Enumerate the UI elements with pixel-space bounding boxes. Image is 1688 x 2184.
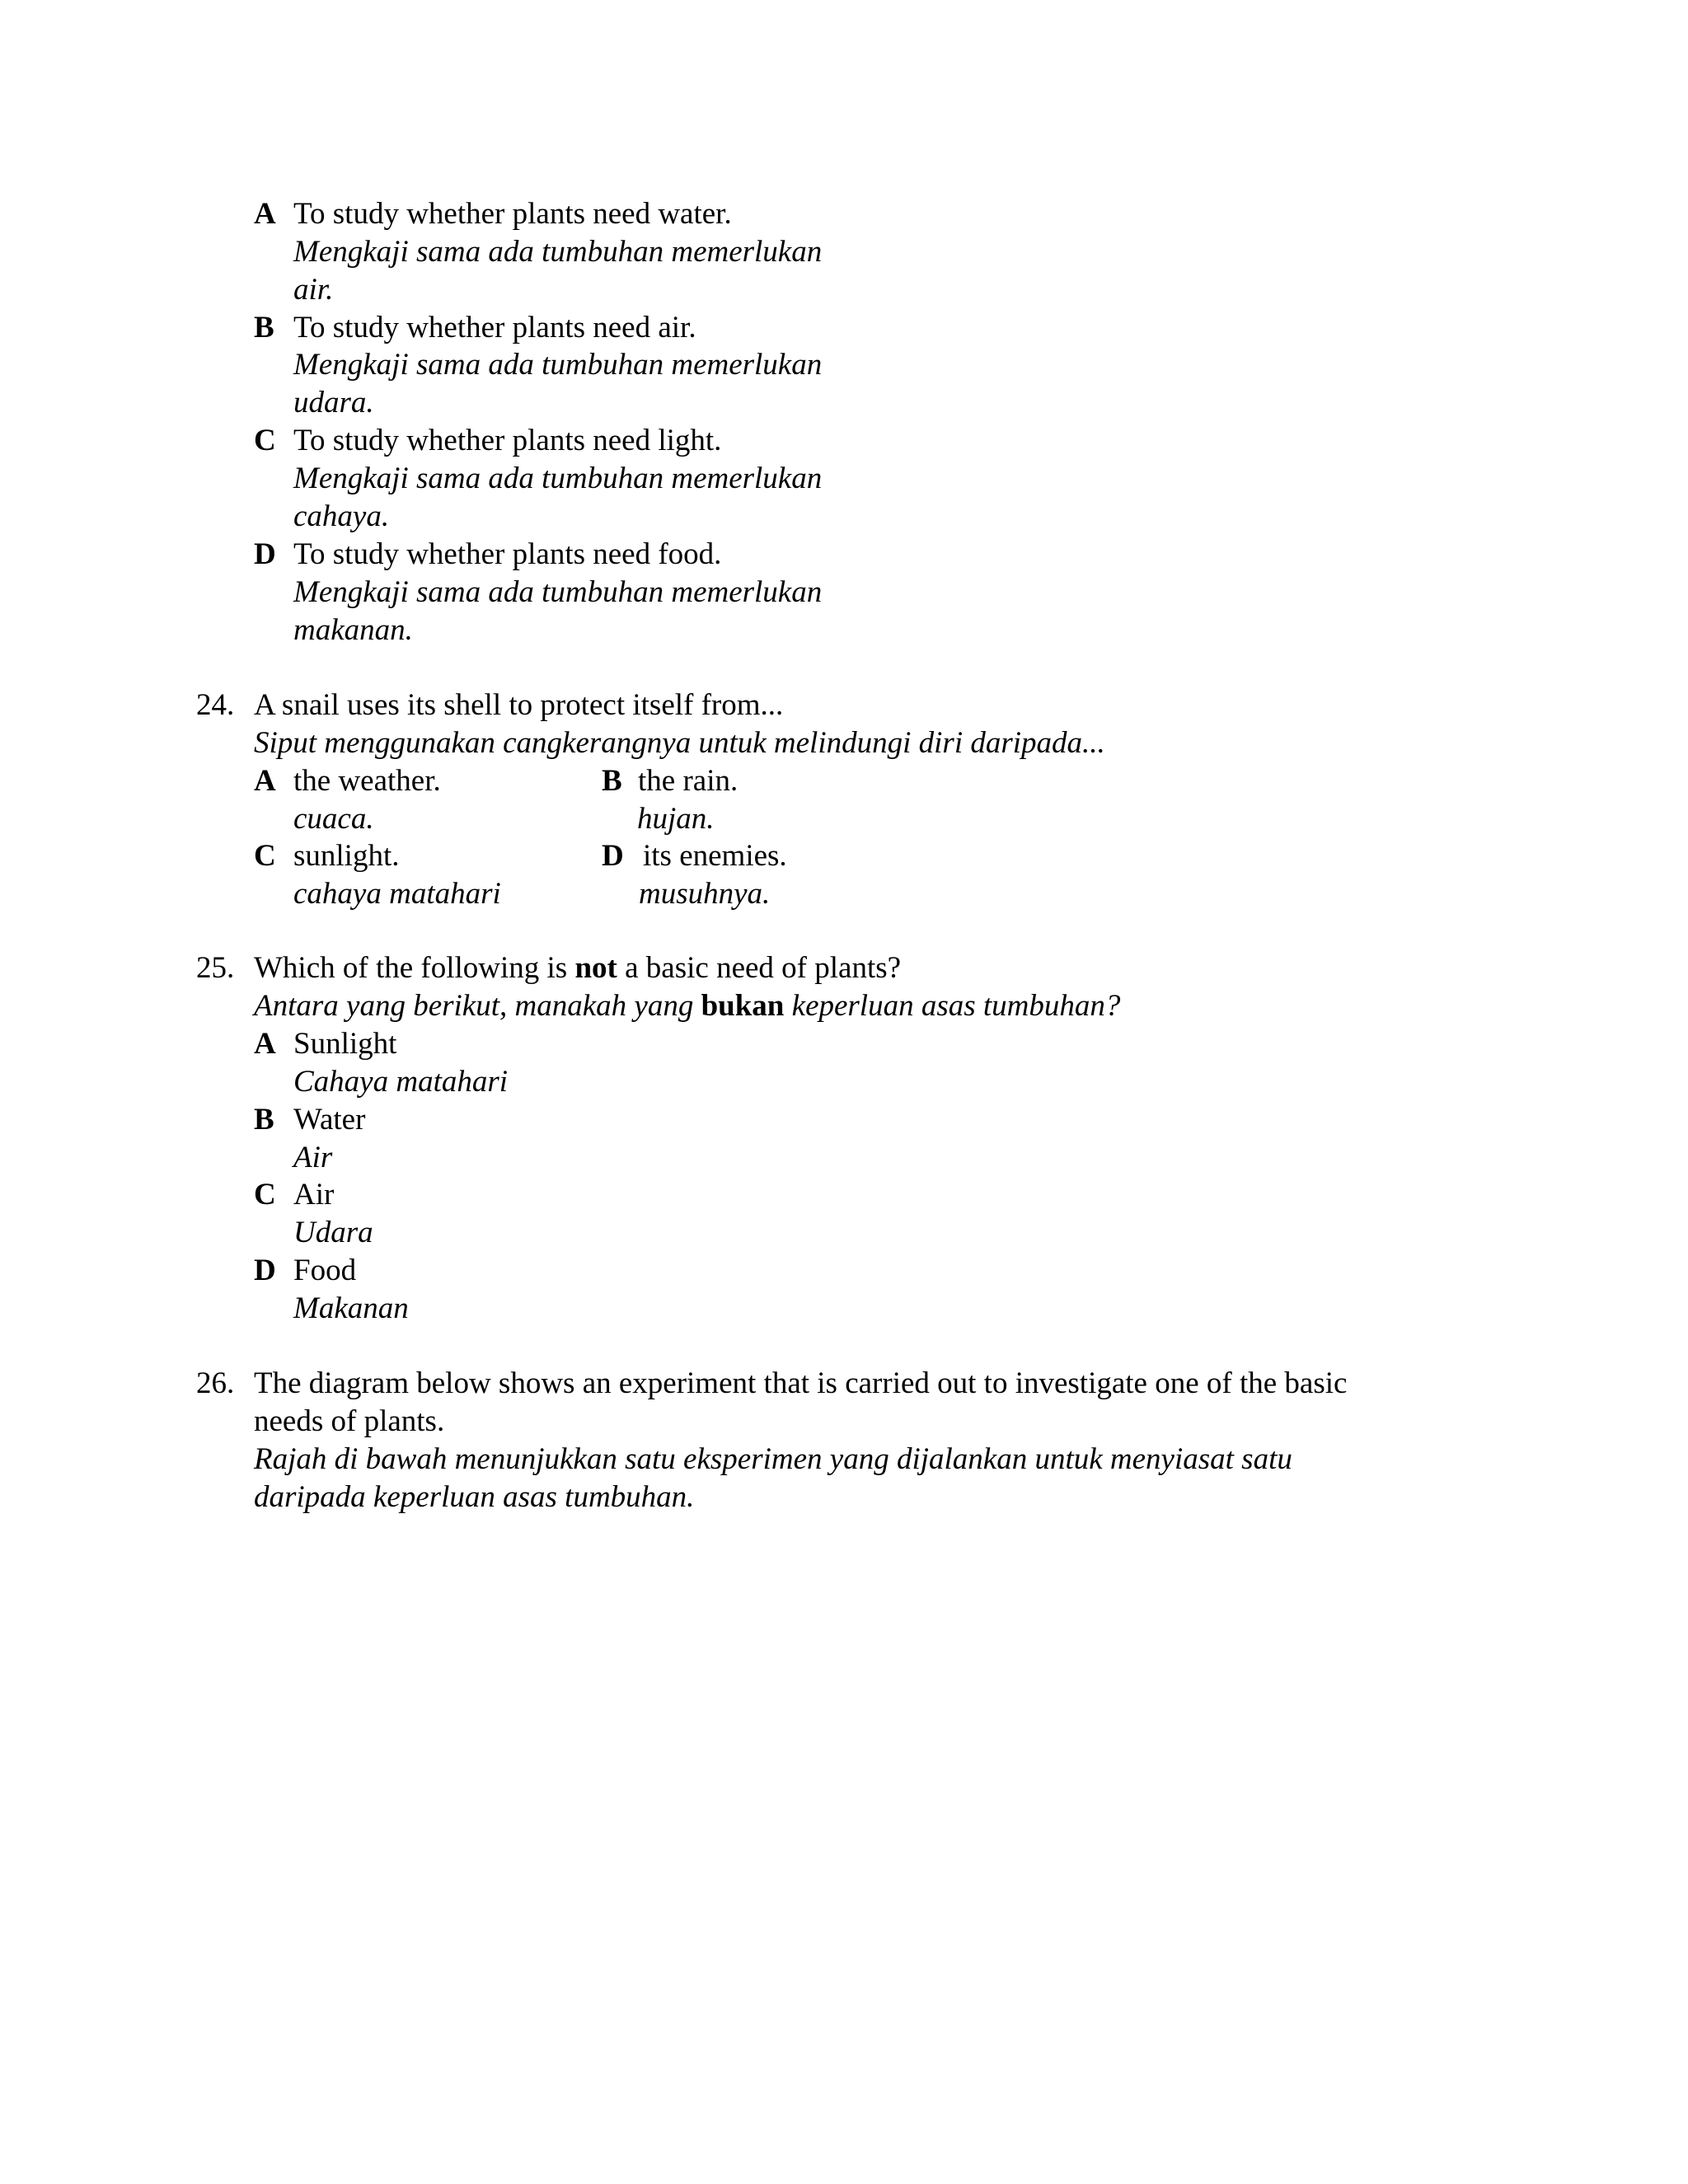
q23-option-a-ms-line1: Mengkaji sama ada tumbuhan memerlukan bbox=[293, 235, 823, 269]
q25-option-a-ms: Cahaya matahari bbox=[293, 1065, 509, 1099]
q26-number: 26. bbox=[196, 1366, 235, 1400]
option-text-en: To study whether plants need food. bbox=[293, 537, 722, 571]
q24-question-en: A snail uses its shell to protect itself from... bbox=[254, 688, 784, 722]
q25-number: 25. bbox=[196, 951, 235, 985]
q23-option-c-ms-line1: Mengkaji sama ada tumbuhan memerlukan bbox=[293, 462, 823, 495]
option-letter: C bbox=[254, 839, 276, 873]
q25-question-en-pre: Which of the following is bbox=[254, 951, 575, 985]
q25-question-ms-bold: bukan bbox=[701, 989, 785, 1023]
q26-text-en-line2: needs of plants. bbox=[254, 1404, 445, 1438]
option-text-en: Food bbox=[293, 1254, 357, 1287]
option-text-en: sunlight. bbox=[293, 839, 400, 873]
q24-number: 24. bbox=[196, 688, 235, 722]
option-text-en: the rain. bbox=[638, 764, 738, 798]
q25-option-a bbox=[254, 1026, 396, 1062]
option-letter: D bbox=[254, 1254, 276, 1287]
q25-option-b-ms: Air bbox=[293, 1141, 333, 1174]
option-letter: D bbox=[254, 537, 276, 571]
q23-option-b-ms-line2: udara. bbox=[293, 386, 374, 419]
option-letter: D bbox=[602, 839, 624, 873]
option-letter: C bbox=[254, 424, 276, 457]
option-text-en: To study whether plants need light. bbox=[293, 424, 722, 457]
option-text-en: Water bbox=[293, 1103, 366, 1137]
q24-option-a bbox=[254, 763, 441, 799]
q24-option-d bbox=[602, 838, 787, 874]
q25-option-c-ms: Udara bbox=[293, 1216, 373, 1249]
option-text-en: its enemies. bbox=[643, 839, 787, 873]
q26-text-ms-line1: Rajah di bawah menunjukkan satu eksperimen yang dijalankan untuk menyiasat satu bbox=[254, 1442, 1292, 1476]
q24-option-b-ms: hujan. bbox=[637, 802, 715, 836]
option-text-en: the weather. bbox=[293, 764, 441, 798]
option-letter: A bbox=[254, 1027, 276, 1061]
option-text-en: Air bbox=[293, 1178, 335, 1212]
q25-question-en-post: a basic need of plants? bbox=[617, 951, 902, 985]
q24-option-c-ms: cahaya matahari bbox=[293, 877, 501, 911]
q25-option-b bbox=[254, 1102, 365, 1138]
option-letter: A bbox=[254, 197, 276, 231]
q26-text-en-line1: The diagram below shows an experiment that is carried out to investigate one of the basic bbox=[254, 1366, 1348, 1400]
q23-option-b-ms-line1: Mengkaji sama ada tumbuhan memerlukan bbox=[293, 348, 823, 382]
q25-question-en-bold: not bbox=[574, 951, 617, 985]
q25-option-c bbox=[254, 1177, 334, 1213]
q23-option-b bbox=[254, 310, 696, 346]
q26-text-ms-line2: daripada keperluan asas tumbuhan. bbox=[254, 1480, 695, 1514]
q24-option-c bbox=[254, 838, 400, 874]
q24-question-ms: Siput menggunakan cangkerangnya untuk melindungi diri daripada... bbox=[254, 726, 1105, 760]
option-text-en: Sunlight bbox=[293, 1027, 397, 1061]
q24-option-a-ms: cuaca. bbox=[293, 802, 374, 836]
q25-option-d-ms: Makanan bbox=[293, 1291, 409, 1325]
q23-option-d bbox=[254, 537, 721, 573]
option-letter: A bbox=[254, 764, 276, 798]
q23-option-d-ms-line2: makanan. bbox=[293, 613, 413, 647]
option-letter: B bbox=[254, 1103, 274, 1137]
q25-question-ms-pre: Antara yang berikut, manakah yang bbox=[254, 989, 701, 1023]
option-letter: B bbox=[254, 311, 274, 344]
option-letter: B bbox=[602, 764, 622, 798]
q23-option-d-ms-line1: Mengkaji sama ada tumbuhan memerlukan bbox=[293, 575, 823, 609]
q25-question-ms-post: keperluan asas tumbuhan? bbox=[784, 989, 1121, 1023]
option-text-en: To study whether plants need air. bbox=[293, 311, 696, 344]
q23-option-c-ms-line2: cahaya. bbox=[293, 499, 390, 533]
q24-option-d-ms: musuhnya. bbox=[639, 877, 771, 911]
option-letter: C bbox=[254, 1178, 276, 1212]
q25-option-d bbox=[254, 1253, 356, 1289]
q23-option-c bbox=[254, 423, 721, 459]
q25-question-ms bbox=[254, 988, 1120, 1024]
option-text-en: To study whether plants need water. bbox=[293, 197, 732, 231]
q23-option-a bbox=[254, 196, 732, 232]
q23-option-a-ms-line2: air. bbox=[293, 273, 334, 307]
q24-option-b bbox=[602, 763, 738, 799]
q25-question-en bbox=[254, 950, 901, 987]
